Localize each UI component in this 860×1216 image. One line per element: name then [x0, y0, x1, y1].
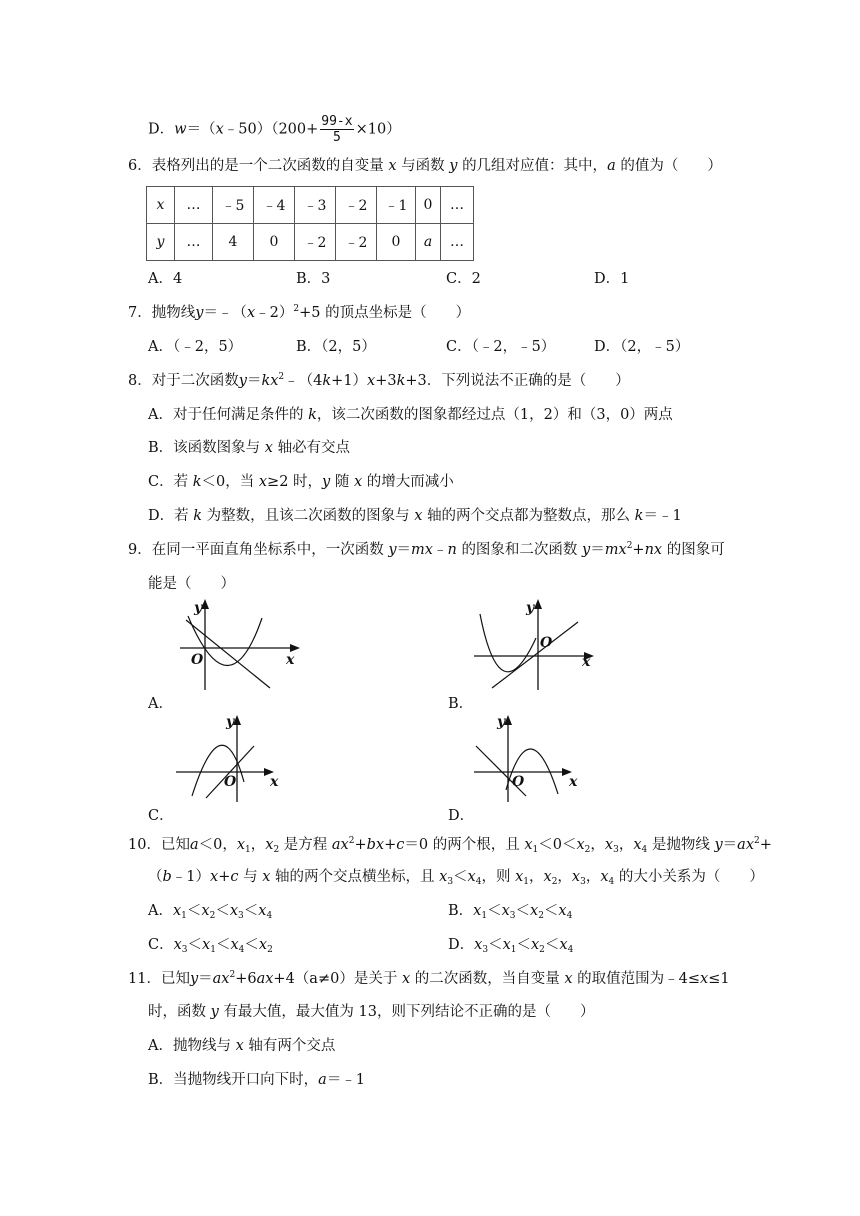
- q6-option-a: A．4: [148, 271, 183, 287]
- q11-stem: 11．已知$y=ax^2+6ax+4(a\ne 0)$是关于 x 的二次函数，当自变量 x 的取值范围为﹣4≤x≤1: [128, 970, 730, 987]
- q7-option-a: A．（﹣2，5）: [148, 339, 243, 355]
- q10-option-d: D．$x_3<x_1<x_2<x_4$: [448, 937, 574, 955]
- origin-label: O: [224, 774, 237, 790]
- table-cell: …: [175, 187, 213, 224]
- q10-stem: 10．已知a＜0，$x_1$，$x_2$ 是方程 $ax^2+bx+c=0$ 的两个根，且 $x_1<0<x_2$，$x_3$，$x_4$ 是抛物线 $y=ax^2+$: [128, 836, 772, 855]
- table-cell: ﹣2: [336, 187, 377, 224]
- fraction: $\frac{99-x}{5}$: [321, 114, 353, 145]
- table-cell: 0: [377, 224, 416, 261]
- table-row-x: [147, 187, 474, 224]
- table-row-y: [147, 224, 474, 261]
- q6-option-c: C．2: [446, 271, 481, 287]
- table-cell: …: [441, 224, 474, 261]
- q9-graph-c: [172, 708, 302, 804]
- table-cell: a: [416, 224, 441, 261]
- table-cell: 0: [254, 224, 295, 261]
- q7-option-b: B．（2，5）: [296, 339, 376, 355]
- x-axis-label: x: [582, 654, 591, 670]
- y-axis-label: y: [226, 714, 235, 730]
- y-axis-label: y: [194, 600, 203, 616]
- x-axis-label: x: [569, 774, 578, 790]
- q8-option-d: D．若 k 为整数，且该二次函数的图象与 x 轴的两个交点都为整数点，那么 k＝﹣1: [148, 508, 682, 524]
- q11-stem-line2: 时，函数 y 有最大值，最大值为 13，则下列结论不正确的是（ ）: [148, 1004, 595, 1020]
- q11-option-b: B．当抛物线开口向下时，a＝﹣1: [148, 1072, 366, 1088]
- table-cell: x: [147, 187, 175, 224]
- q9-graph-d: [470, 708, 600, 804]
- q10-stem-line2: （b﹣1）x+c 与 x 轴的两个交点横坐标，且 $x_3<x_4$，则 $x_1$，$x_2$，$x_3$，$x_4$ 的大小关系为（ ）: [148, 869, 764, 887]
- q8-option-c: C．若 k＜0，当 x≥2 时，y 随 x 的增大而减小: [148, 474, 454, 490]
- q8-option-b: B．该函数图象与 x 轴必有交点: [148, 440, 351, 456]
- table-cell: ﹣4: [254, 187, 295, 224]
- y-axis-label: y: [526, 600, 535, 616]
- q9-stem-line2: 能是（ ）: [148, 576, 235, 592]
- q10-option-c: C．$x_3<x_1<x_4<x_2$: [148, 937, 273, 955]
- q8-stem: 8．对于二次函数$y=kx^2﹣(4k+1)x+3k+3$．下列说法不正确的是（ ）: [128, 372, 630, 389]
- q6-stem: 6．表格列出的是一个二次函数的自变量 x 与函数 y 的几组对应值：其中，a 的值为（ ）: [128, 158, 722, 174]
- q10-option-b: B．$x_1<x_3<x_2<x_4$: [448, 903, 573, 921]
- q6-option-b: B．3: [296, 271, 331, 287]
- q6-value-table: [146, 186, 474, 261]
- table-cell: ﹣1: [377, 187, 416, 224]
- table-cell: 4: [213, 224, 254, 261]
- q5-option-d: D．w＝（x﹣50）（200+ $\frac{99-x}{5}$ ×10）: [148, 114, 401, 145]
- q10-option-a: A．$x_1<x_2<x_3<x_4$: [148, 903, 273, 921]
- q7-option-c: C．（﹣2，﹣5）: [446, 339, 556, 355]
- y-axis-label: y: [497, 714, 506, 730]
- origin-label: O: [512, 774, 525, 790]
- q9-graph-b: [470, 596, 600, 692]
- q7-option-d: D．（2，﹣5）: [594, 339, 690, 355]
- origin-label: O: [191, 652, 204, 668]
- table-cell: ﹣3: [295, 187, 336, 224]
- q9-option-b: B．: [448, 696, 474, 712]
- q8-option-a: A．对于任何满足条件的 k，该二次函数的图象都经过点（1，2）和（3，0）两点: [148, 407, 673, 423]
- table-cell: ﹣2: [336, 224, 377, 261]
- q9-stem: 9．在同一平面直角坐标系中，一次函数 y＝mx﹣n 的图象和二次函数 $y=mx^2+nx$ 的图象可: [128, 541, 725, 558]
- origin-label: O: [540, 635, 553, 651]
- table-cell: y: [147, 224, 175, 261]
- table-cell: …: [441, 187, 474, 224]
- q7-stem: 7．抛物线y＝﹣（x﹣2）$^2$+5 的顶点坐标是（ ）: [128, 304, 471, 321]
- table-cell: …: [175, 224, 213, 261]
- x-axis-label: x: [286, 652, 295, 668]
- q9-option-a: A．: [148, 696, 173, 712]
- x-axis-label: x: [270, 774, 279, 790]
- q9-graph-a: [176, 596, 306, 692]
- q9-option-c: C．: [148, 808, 174, 824]
- table-cell: ﹣5: [213, 187, 254, 224]
- table-cell: ﹣2: [295, 224, 336, 261]
- table-cell: 0: [416, 187, 441, 224]
- q6-option-d: D．1: [594, 271, 630, 287]
- q11-option-a: A．抛物线与 x 轴有两个交点: [148, 1038, 336, 1054]
- q9-option-d: D．: [448, 808, 475, 824]
